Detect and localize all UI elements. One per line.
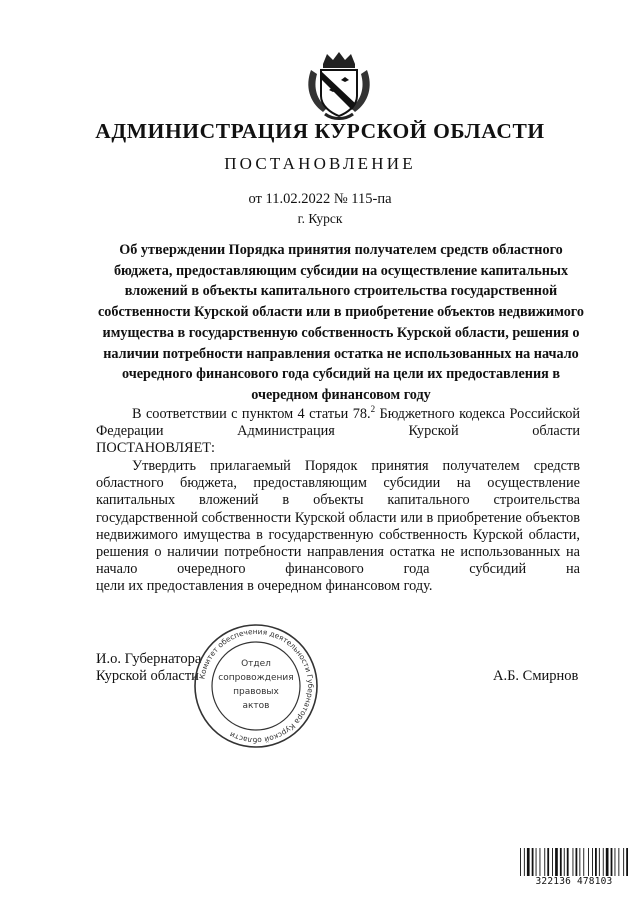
barcode-bar (532, 848, 534, 878)
barcode-bar (536, 848, 537, 878)
p1-part2: Бюджетного кодекса Российской Федерации Администрация Курской области (96, 406, 581, 440)
barcode-bar (588, 848, 589, 878)
stamp-line-3: правовых (233, 687, 279, 697)
barcode-bar (560, 848, 562, 878)
barcode-bar (544, 848, 545, 878)
signatory-position (96, 651, 201, 685)
official-stamp (192, 622, 320, 750)
barcode-bar (595, 848, 597, 878)
coat-of-arms-emblem (305, 50, 373, 120)
barcode-bar (623, 848, 624, 878)
barcode-bar (611, 848, 613, 878)
p1-superscript: 2 (370, 404, 376, 415)
barcode-bar (592, 848, 593, 878)
barcode-bar (552, 848, 553, 878)
barcode-bar (615, 848, 616, 878)
barcode-bar (576, 848, 578, 878)
barcode-bar (547, 848, 549, 878)
barcode-bar (555, 848, 558, 878)
barcode-bar (603, 848, 604, 878)
barcode-bar (579, 848, 580, 878)
position-line-1: И.о. Губернатора (96, 651, 202, 667)
stamp-line-1: Отдел (241, 659, 271, 669)
barcode-bar (599, 848, 600, 878)
p1-part1: В соответствии с пунктом 4 статьи 78. (132, 406, 371, 422)
document-title: Об утверждении Порядка принятия получателем средств областного бюджета, предоставляющим субсидии на осуществление капитальных вложений в объекты капитального строительства государственной собственности Курской области или в приобретение объектов недвижимого имущества в государственную собственность Курской области, решения о наличии потребности направления остатка не использованных на начало очередного финансового года субсидий на цели их предоставления в очередном финансовом году (98, 242, 584, 403)
date-and-number: от 11.02.2022 № 115-па (248, 191, 392, 207)
position-line-2: Курской области (96, 668, 199, 684)
barcode-bar (573, 848, 574, 878)
barcode-bar (524, 848, 525, 878)
barcode-bar (520, 848, 521, 878)
barcode-bar (527, 848, 530, 878)
paragraph-1 (96, 406, 580, 458)
paragraph-1-text (96, 406, 580, 440)
paragraph-2-text: Утвердить прилагаемый Порядок принятия получателем средств областного бюджета, предоставляющим субсидии на осуществление капитальных вложений в объекты капитального строительства государственной собственности Курской области или в приобретение объектов недвижимого имущества в государственную собственность Курской области, решения о наличии потребности направления остатка не использованных на начало очередного финансового года субсидий на (96, 458, 580, 578)
barcode-bar (540, 848, 541, 878)
paragraph-1-last: ПОСТАНОВЛЯЕТ: (96, 440, 216, 457)
signatory-name: А.Б. Смирнов (493, 668, 579, 684)
barcode-number: 322136 478103 (518, 876, 630, 887)
barcode-bar (618, 848, 619, 878)
paragraph-2 (96, 458, 580, 596)
stamp-outer-text: Комитет обеспечения деятельности Губернатора Курской области (197, 626, 316, 746)
barcode-bar (567, 848, 569, 878)
document-type: ПОСТАНОВЛЕНИЕ (224, 154, 416, 173)
stamp-line-2: сопровождения (218, 673, 294, 683)
stamp-line-4: актов (242, 701, 270, 711)
paragraph-2-last: цели их предоставления в очередном финансовом году. (96, 578, 433, 595)
city: г. Курск (297, 211, 343, 226)
barcode-bar (564, 848, 565, 878)
barcode-bar (606, 848, 609, 878)
barcode-bar (626, 848, 628, 878)
organization-title: АДМИНИСТРАЦИЯ КУРСКОЙ ОБЛАСТИ (95, 119, 545, 143)
barcode-bar (583, 848, 584, 878)
